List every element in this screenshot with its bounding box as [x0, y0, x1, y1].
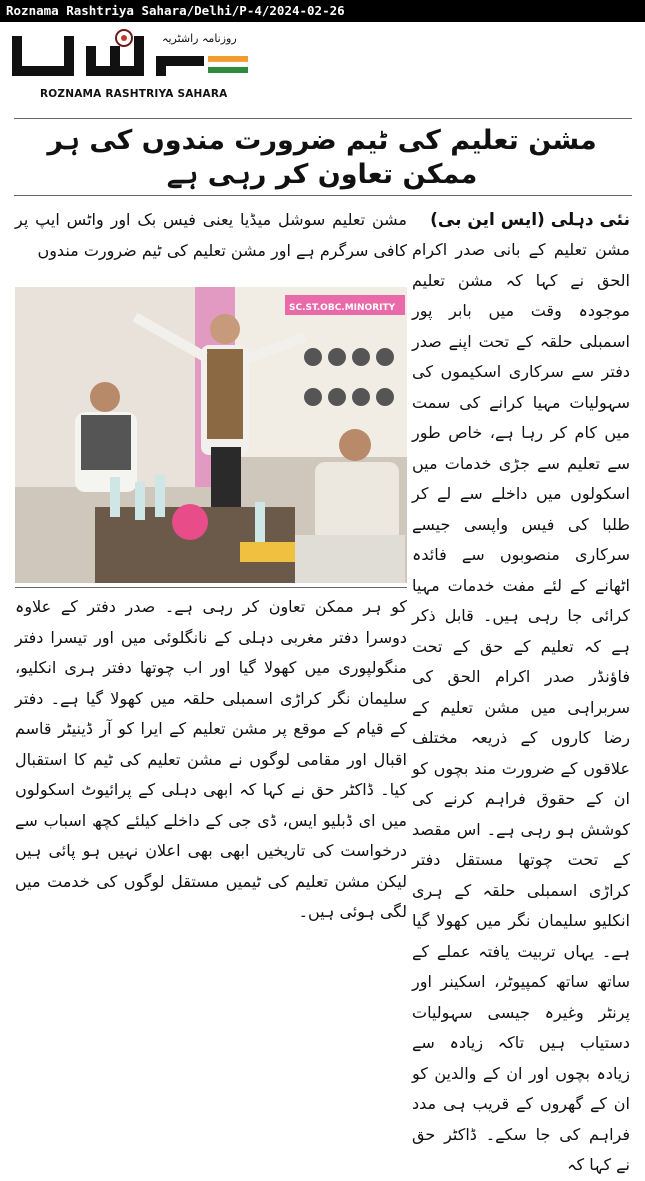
photo-rule: [15, 587, 407, 588]
banner-text: SC.ST.OBC.MINORITY: [289, 303, 396, 313]
source-bar: Roznama Rashtriya Sahara/Delhi/P-4/2024-02-26: [0, 0, 645, 22]
event-photo-illustration: [15, 287, 407, 583]
article-right-text: مشن تعلیم کے بانی صدر اکرام الحق نے کہا کہ مشن تعلیم موجودہ وقت میں بابر پور اسمبلی حلقہ کے تحت اپنے صدر دفتر سے سرکاری اسکیموں کی سہولیات مہیا کرانے کی سمت میں کام کر رہا ہے، خاص طور سے تعلیم سے جڑی خدمات میں اسکولوں میں داخلے سے لے کر طلبا کی فیس واپسی جیسے سرکاری منصوبوں سے فائدہ اٹھانے کے لئے مفت خدمات مہیا کرائی جا رہی ہیں۔ قابل ذکر ہے کہ تعلیم کے حق کے تحت فاؤنڈر صدر اکرام الحق کی سربراہی میں مشن تعلیم کے رضا کاروں کے ذریعہ مختلف علاقوں کے ضرورت مند بچوں کو ان کے حقوق فراہم کرنے کی کوشش ہو رہی ہے۔ اس مقصد کے تحت چوتھا مستقل دفتر کراڑی اسمبلی حلقہ کے ہری انکلیو سلیمان نگر میں کھولا گیا ہے۔ یہاں تربیت یافتہ عملے کے ساتھ ساتھ کمپیوٹر، اسکینر اور پرنٹر وغیرہ جیسی سہولیات دستیاب ہیں تاکہ زیادہ سے زیادہ بچوں اور ان کے والدین کو ان کے گھروں کے قریب ہی مدد فراہم کی جا سکے۔ ڈاکٹر حق نے کہا کہ: [412, 240, 630, 1174]
logo-urdu-tagline: روزنامہ راشٹریہ: [162, 32, 237, 45]
article-left-bottom: [15, 592, 407, 1015]
article-photo: [15, 287, 407, 583]
article-headline: مشن تعلیم کی ٹیم ضرورت مندوں کی ہر ممکن تعاون کر رہی ہے: [47, 125, 597, 190]
top-rule: [14, 118, 632, 119]
article-right-column: [412, 205, 630, 1174]
masthead-english-name: ROZNAMA RASHTRIYA SAHARA: [40, 88, 228, 100]
headline-rule: [14, 195, 632, 196]
masthead: [10, 28, 260, 104]
article-dateline: نئی دہلی (ایس این بی): [430, 210, 630, 230]
article-left-top-text: مشن تعلیم سوشل میڈیا یعنی فیس بک اور واٹس ایپ پر کافی سرگرم ہے اور مشن تعلیم کی ٹیم ضرورت مندوں: [15, 210, 407, 260]
article-left-bottom-text: کو ہر ممکن تعاون کر رہی ہے۔ صدر دفتر کے علاوہ دوسرا دفتر مغربی دہلی کے نانگلوئی میں اور تیسرا دفتر منگولپوری میں کھولا گیا اور اب چوتھا دفتر ہری انکلیو، سلیمان نگر کراڑی اسمبلی حلقہ میں کھولا گیا ہے۔ دفتر کے قیام کے موقع پر مشن تعلیم کے ایرا کو آر ڈینیٹر قاسم اقبال اور مقامی لوگوں نے مشن تعلیم کی ٹیم کا استقبال کیا۔ ڈاکٹر حق نے کہا کہ ابھی دہلی کے پرائیوٹ اسکولوں میں ای ڈبلیو ایس، ڈی جی کے داخلے کیلئے کچھ اسباب سے درخواست کی تاریخیں ابھی بھی اعلان نہیں ہو پائی ہیں لیکن مشن تعلیم کی ٹیمیں مستقل لوگوں کی خدمت میں لگی ہوئی ہیں۔: [15, 597, 407, 921]
article-left-top: [15, 205, 407, 283]
